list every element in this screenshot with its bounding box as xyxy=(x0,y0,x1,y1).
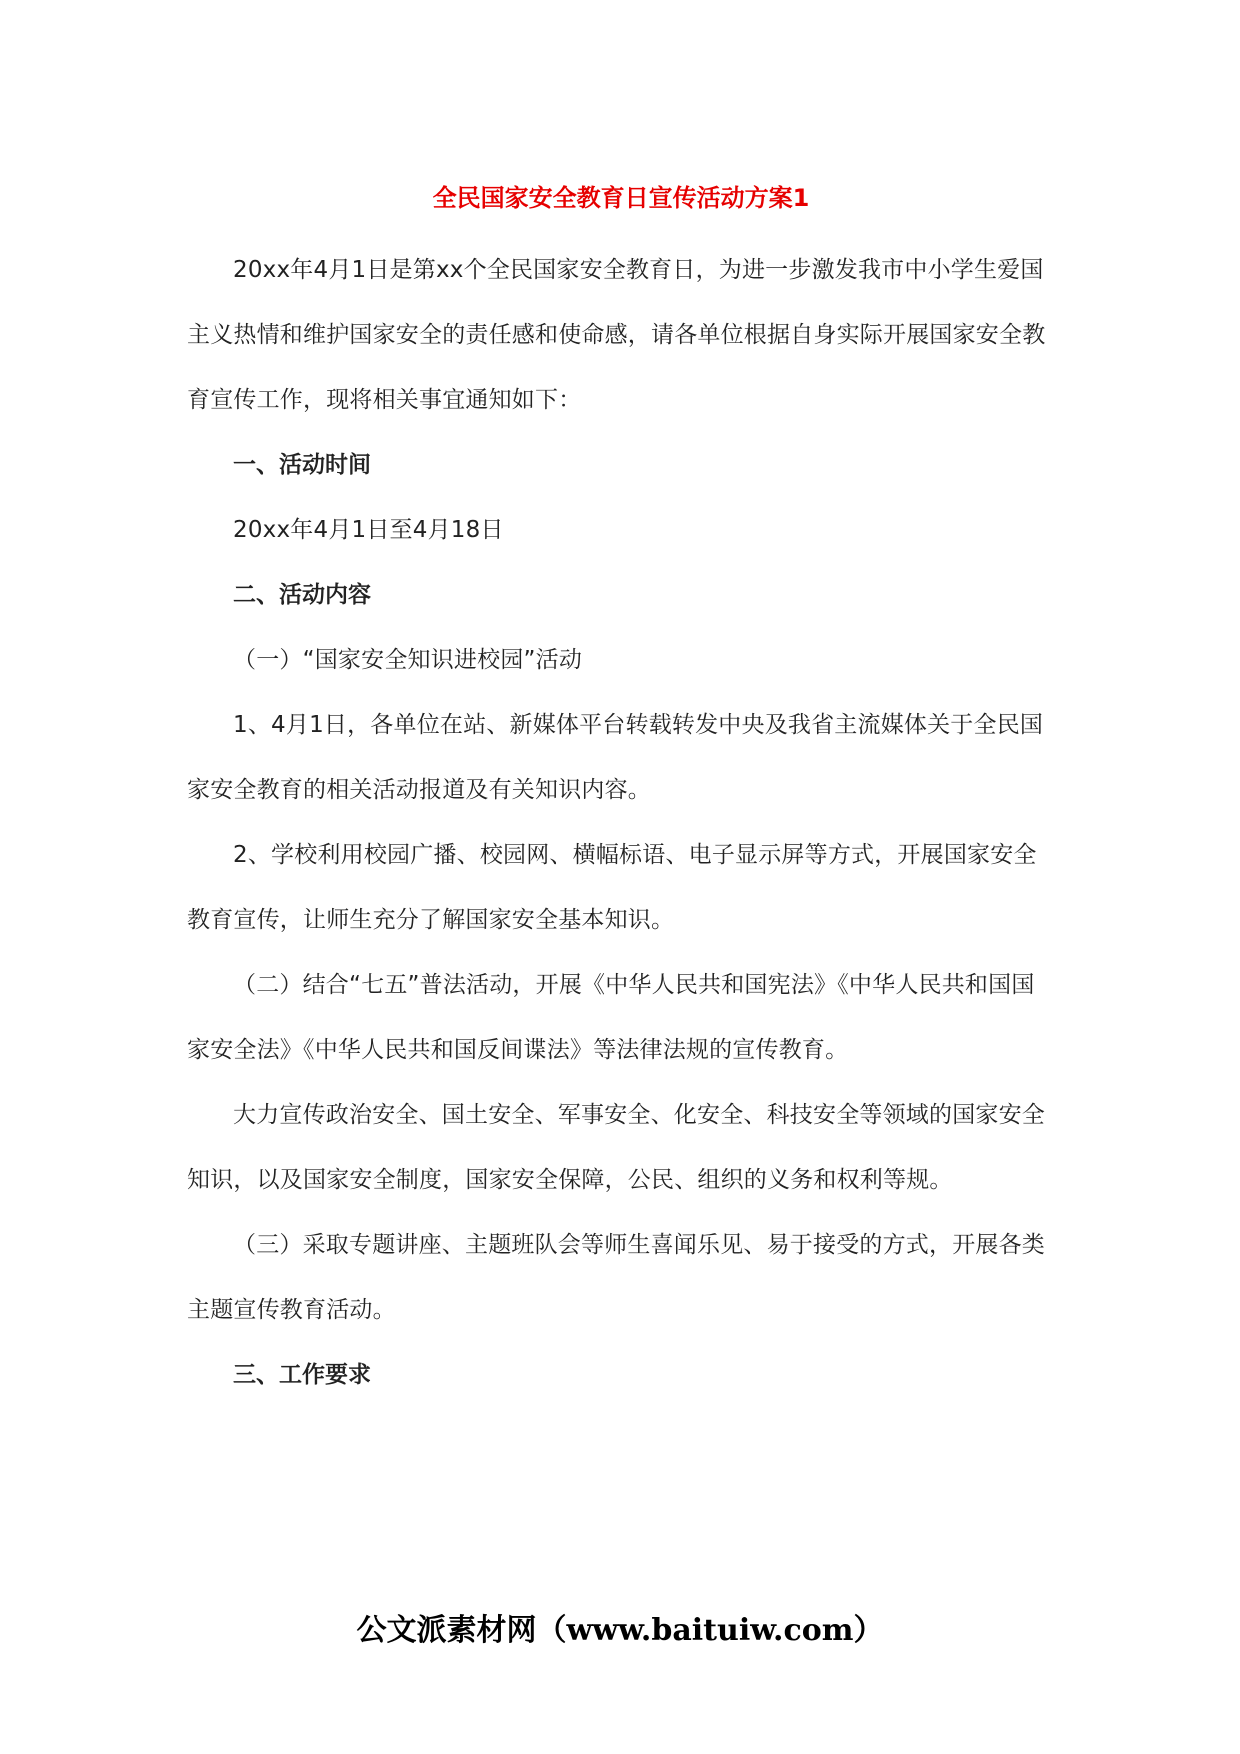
section-heading: 三、工作要求 xyxy=(233,1362,371,1388)
body-paragraph: 20xx年4月1日是第xx个全民国家安全教育日，为进一步激发我市中小学生爱国主义热情和维护国家安全的责任感和使命感，请各单位根据自身实际开展国家安全教育宣传工作，现将相关事宜通知如下： xyxy=(187,257,1046,413)
body-paragraph: 1、4月1日，各单位在站、新媒体平台转载转发中央及我省主流媒体关于全民国家安全教育的相关活动报道及有关知识内容。 xyxy=(187,712,1044,803)
body-paragraph: （二）结合“七五”普法活动，开展《中华人民共和国宪法》《中华人民共和国国家安全法》《中华人民共和国反间谍法》等法律法规的宣传教育。 xyxy=(187,972,1035,1063)
body-paragraph: （三）采取专题讲座、主题班队会等师生喜闻乐见、易于接受的方式，开展各类主题宣传教育活动。 xyxy=(187,1232,1045,1323)
document-paragraphs xyxy=(187,238,1055,1408)
document-title: 全民国家安全教育日宣传活动方案1 xyxy=(432,184,810,212)
body-paragraph: 20xx年4月1日至4月18日 xyxy=(233,517,504,543)
section-heading: 二、活动内容 xyxy=(233,582,371,608)
section-heading: 一、活动时间 xyxy=(233,452,371,478)
footer-watermark: 公文派素材网（www.baituiw.com） xyxy=(356,1613,884,1648)
body-paragraph: （一）“国家安全知识进校园”活动 xyxy=(233,647,583,673)
body-paragraph: 大力宣传政治安全、国土安全、军事安全、化安全、科技安全等领域的国家安全知识，以及国家安全制度，国家安全保障，公民、组织的义务和权利等规。 xyxy=(187,1102,1045,1193)
document-body xyxy=(187,174,1055,1408)
body-paragraph: 2、学校利用校园广播、校园网、横幅标语、电子显示屏等方式，开展国家安全教育宣传，让师生充分了解国家安全基本知识。 xyxy=(187,842,1037,933)
